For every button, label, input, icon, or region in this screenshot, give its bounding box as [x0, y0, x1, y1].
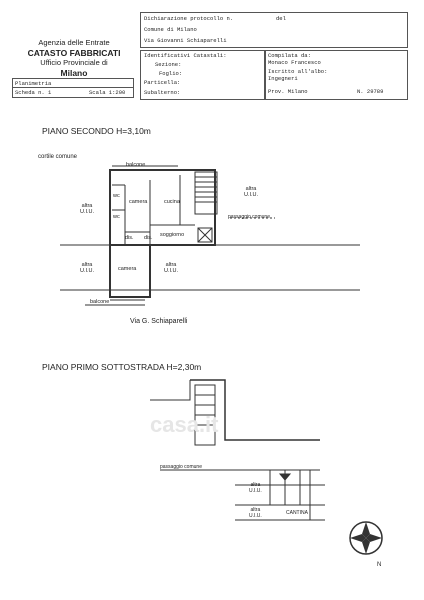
identifiers-label: Identificativi Catastali: — [144, 52, 227, 59]
camera2-label: camera — [118, 266, 137, 272]
cortile-label: cortile comune — [38, 154, 78, 160]
altra-uiu-lower1 — [249, 482, 262, 494]
city-label: Milano — [60, 68, 88, 78]
altra-left: altra — [81, 203, 93, 209]
watermark: casa.it — [150, 412, 219, 437]
compass-icon — [350, 522, 382, 554]
compilata-name: Monaco Francesco — [268, 59, 321, 66]
scala-label: Scala 1:200 — [89, 89, 126, 96]
balcone-bottom-label: balcone — [90, 299, 110, 305]
altra-bm: altra — [165, 262, 177, 268]
agency-name: Agenzia delle Entrate — [38, 38, 110, 47]
iscritto-label: Iscritto all'albo: — [268, 68, 328, 75]
altra-uiu-lower2 — [249, 507, 262, 519]
wc2-label: wc — [113, 214, 120, 220]
foglio-label: Foglio: — [159, 70, 183, 77]
altra-right: altra — [245, 186, 257, 192]
via-label: Via Giovanni Schiaparelli — [144, 37, 227, 44]
dis1-label: dis. — [125, 235, 134, 241]
soggiorno-label: soggiorno — [160, 232, 185, 238]
floor1-title: PIANO SECONDO H=3,10m — [42, 126, 151, 136]
north-label: N — [377, 562, 382, 568]
ufficio-label: Ufficio Provinciale di — [40, 58, 108, 67]
compilata-label: Compilata da: — [268, 52, 311, 59]
altra-bl: altra — [81, 262, 93, 268]
particella-label: Particella: — [144, 79, 181, 86]
albo-number: N. 29789 — [357, 88, 384, 95]
street-label: Via G. Schiaparelli — [130, 318, 188, 325]
dis2-label: dis. — [144, 235, 153, 241]
del-label: del — [276, 15, 286, 22]
passaggio2-label: passaggio comune — [160, 464, 202, 470]
uiu-bl: U.I.U. — [80, 268, 95, 274]
uiu-bm: U.I.U. — [164, 268, 179, 274]
albo-value: Ingegneri — [268, 75, 298, 82]
sezione-label: Sezione: — [155, 61, 182, 68]
uiu-right: U.I.U. — [244, 192, 259, 198]
uiu1: U.I.U. — [249, 488, 262, 494]
uiu-left: U.I.U. — [80, 209, 95, 215]
passaggio-label: passaggio comune — [228, 214, 270, 220]
camera1-label: camera — [129, 199, 148, 205]
scheda-label: Scheda n. 1 — [15, 89, 52, 96]
altra2: altra — [250, 507, 261, 513]
floor2-title: PIANO PRIMO SOTTOSTRADA H=2,30m — [42, 362, 202, 372]
entry-arrow-icon — [280, 474, 290, 480]
altra1: altra — [250, 482, 261, 488]
prov-label: Prov. Milano — [268, 88, 308, 95]
balcone-top-label: balcone — [126, 162, 146, 168]
wc1-label: wc — [113, 193, 120, 199]
uiu2: U.I.U. — [249, 513, 262, 519]
protocol-label: Dichiarazione protocollo n. — [144, 15, 234, 22]
cucina-label: cucina — [164, 199, 180, 205]
planimetria-label: Planimetria — [15, 80, 52, 87]
cantina-label: CANTINA — [286, 510, 308, 516]
comune-label: Comune di Milano — [144, 26, 197, 33]
subalterno-label: Subalterno: — [144, 89, 181, 96]
catasto-title: CATASTO FABBRICATI — [27, 48, 121, 58]
